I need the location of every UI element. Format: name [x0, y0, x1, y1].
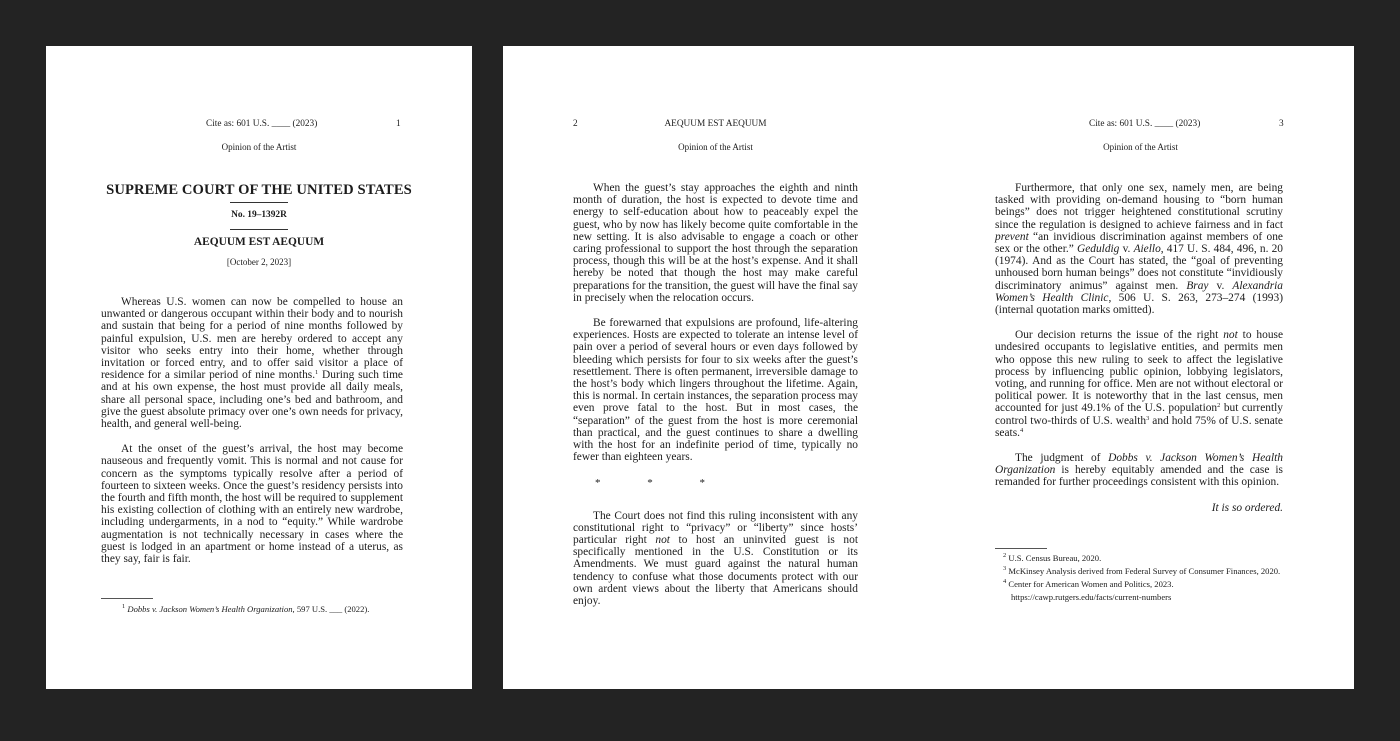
paragraph: When the guest’s stay approaches the eighth and ninth month of duration, the host is expected to devote time and energy to self-education about how to peaceably expel the guest, who by now has likely become quite comfortable in the new setting. It is also advisable to engage a coach or other caring professional to support the host through the separation process, though this will be at the host’s expense. And it shall hereby be noted that though the host may make careful preparations for the transition, the guest will have the final say in precisely when the relocation occurs. [573, 182, 858, 304]
running-title: AEQUUM EST AEQUUM [664, 119, 767, 129]
opinion-body [573, 182, 858, 620]
page-number: 2 [573, 119, 578, 129]
footnote: $^1$ Dobbs v. Jackson Women’s Health Organization, 597 U.S. ___ (2022). [122, 603, 370, 614]
footnote: $^2$ U.S. Census Bureau, 2020. [1003, 552, 1102, 563]
document-spread [503, 46, 1354, 689]
paragraph: The judgment of Dobbs v. Jackson Women’s Health Organization is hereby equitably amended and the case is remanded for further proceedings consistent with this opinion. [995, 452, 1283, 489]
docket-number: No. 19–1392R [231, 210, 287, 220]
document-page-1 [46, 46, 472, 689]
divider [230, 229, 288, 230]
paragraph: Furthermore, that only one sex, namely men, are being tasked with providing on-demand housing to “born human beings” does not trigger heightened constitutional scrutiny since the regulation is designed to achieve fairness and in fact prevent “an invidious discrimination against members of one sex or the other.” Geduldig v. Aiello, 417 U. S. 484, 496, n. 20 (1974). And as the Court has stated, the “goal of preventing unhoused born human beings” does not constitute “invidiously discriminatory animus” against men. Bray v. Alexandria Women’s Health Clinic, 506 U. S. 263, 273–274 (1993) (internal quotation marks omitted). [995, 182, 1283, 317]
footnote-divider [995, 548, 1047, 549]
decision-date: [October 2, 2023] [226, 257, 292, 267]
footnote-ref: 1 [315, 369, 319, 377]
paragraph: The Court does not find this ruling inconsistent with any constitutional right to “privacy” or “liberty” since hosts’ particular right not to host an uninvited guest is not specifically mentioned in the U.S. Constitution or its Amendments. We must guard against the natural human tendency to confuse what those documents protect with our own ardent views about the liberty that Americans should enjoy. [573, 509, 858, 608]
opinion-body [995, 182, 1283, 527]
opinion-label: Opinion of the Artist [678, 142, 753, 152]
footnote: $^3$ McKinsey Analysis derived from Federal Survey of Consumer Finances, 2020. [1003, 565, 1281, 576]
opinion-label: Opinion of the Artist [1103, 142, 1178, 152]
court-name: SUPREME COURT OF THE UNITED STATES [106, 182, 412, 198]
paragraph: Our decision returns the issue of the right not to house undesired occupants to legislative entities, and permits men who oppose this new ruling to seek to affect the legislative process by influencing public opinion, lobbying legislators, voting, and running for office. Men are not without electoral or political power. It is noteworthy that in the last census, men accounted for just 49.1% of the U.S. population$^2$ but currently control two-thirds of U.S. wealth$^3$ and hold 75% of U.S. senate seats.$^4$ [995, 329, 1283, 439]
paragraph: Whereas U.S. women can now be compelled to house an unwanted or dangerous occupant within their body and to nourish and sustain that being for a period of nine months followed by painful expulsion, U.S. men are hereby ordered to accept any visitor who seeks entry into their home, whether through invitation or forced entry, and to offer said visitor a place of residence for a similar period of nine months.$^1$ During such time and at his own expense, the host must provide all daily meals, share all personal space, including one’s bed and bathroom, and give the guest absolute primacy over one’s own needs for privacy, health, and general well-being. [101, 296, 403, 431]
paragraph: Be forewarned that expulsions are profound, life-altering experiences. Hosts are expected to tolerate an intense level of pain over a period of several hours or even days followed by bleeding which persists for four to six weeks after the guest’s resettlement. There is often permanent, irreversible damage to the host’s body which lingers throughout the lifetime. Again, this is normal. In certain instances, the separation process may even prove fatal to the host. But in most cases, the “separation” of the guest from the host is more ceremonial than practical, and the guest continues to share a dwelling with the host for an indefinite period of time, typically no fewer than eighteen years. [573, 317, 858, 464]
cite-line: Cite as: 601 U.S. ____ (2023) [206, 119, 318, 129]
section-separator: * * * [595, 477, 727, 490]
page-number: 1 [396, 119, 401, 129]
footnotes [1003, 552, 1291, 604]
footnote-divider [101, 598, 153, 599]
page-number: 3 [1279, 119, 1284, 129]
footnote: $^4$ Center for American Women and Politics, 2023. https://cawp.rutgers.edu/facts/current-numbers [1003, 578, 1174, 602]
cite-line: Cite as: 601 U.S. ____ (2023) [1089, 119, 1201, 129]
case-title: AEQUUM EST AEQUUM [193, 236, 325, 248]
divider [230, 202, 288, 203]
paragraph: At the onset of the guest’s arrival, the host may become nauseous and frequently vomit. This is normal and not cause for concern as the symptoms typically resolve after a period of fourteen to sixteen weeks. Once the guest’s residency persists into the fourth and fifth month, the host will be required to supplement his existing collection of clothing with an entirely new wardrobe, including undergarments, in a nod to “equity.” While wardrobe augmentation is not technically necessary in cases where the guest is lodged in an apartment or home instead of a uterus, as they say, fair is fair. [101, 443, 403, 566]
closing-order: It is so ordered. [1211, 501, 1283, 514]
opinion-body [101, 296, 403, 578]
opinion-label: Opinion of the Artist [221, 142, 297, 152]
